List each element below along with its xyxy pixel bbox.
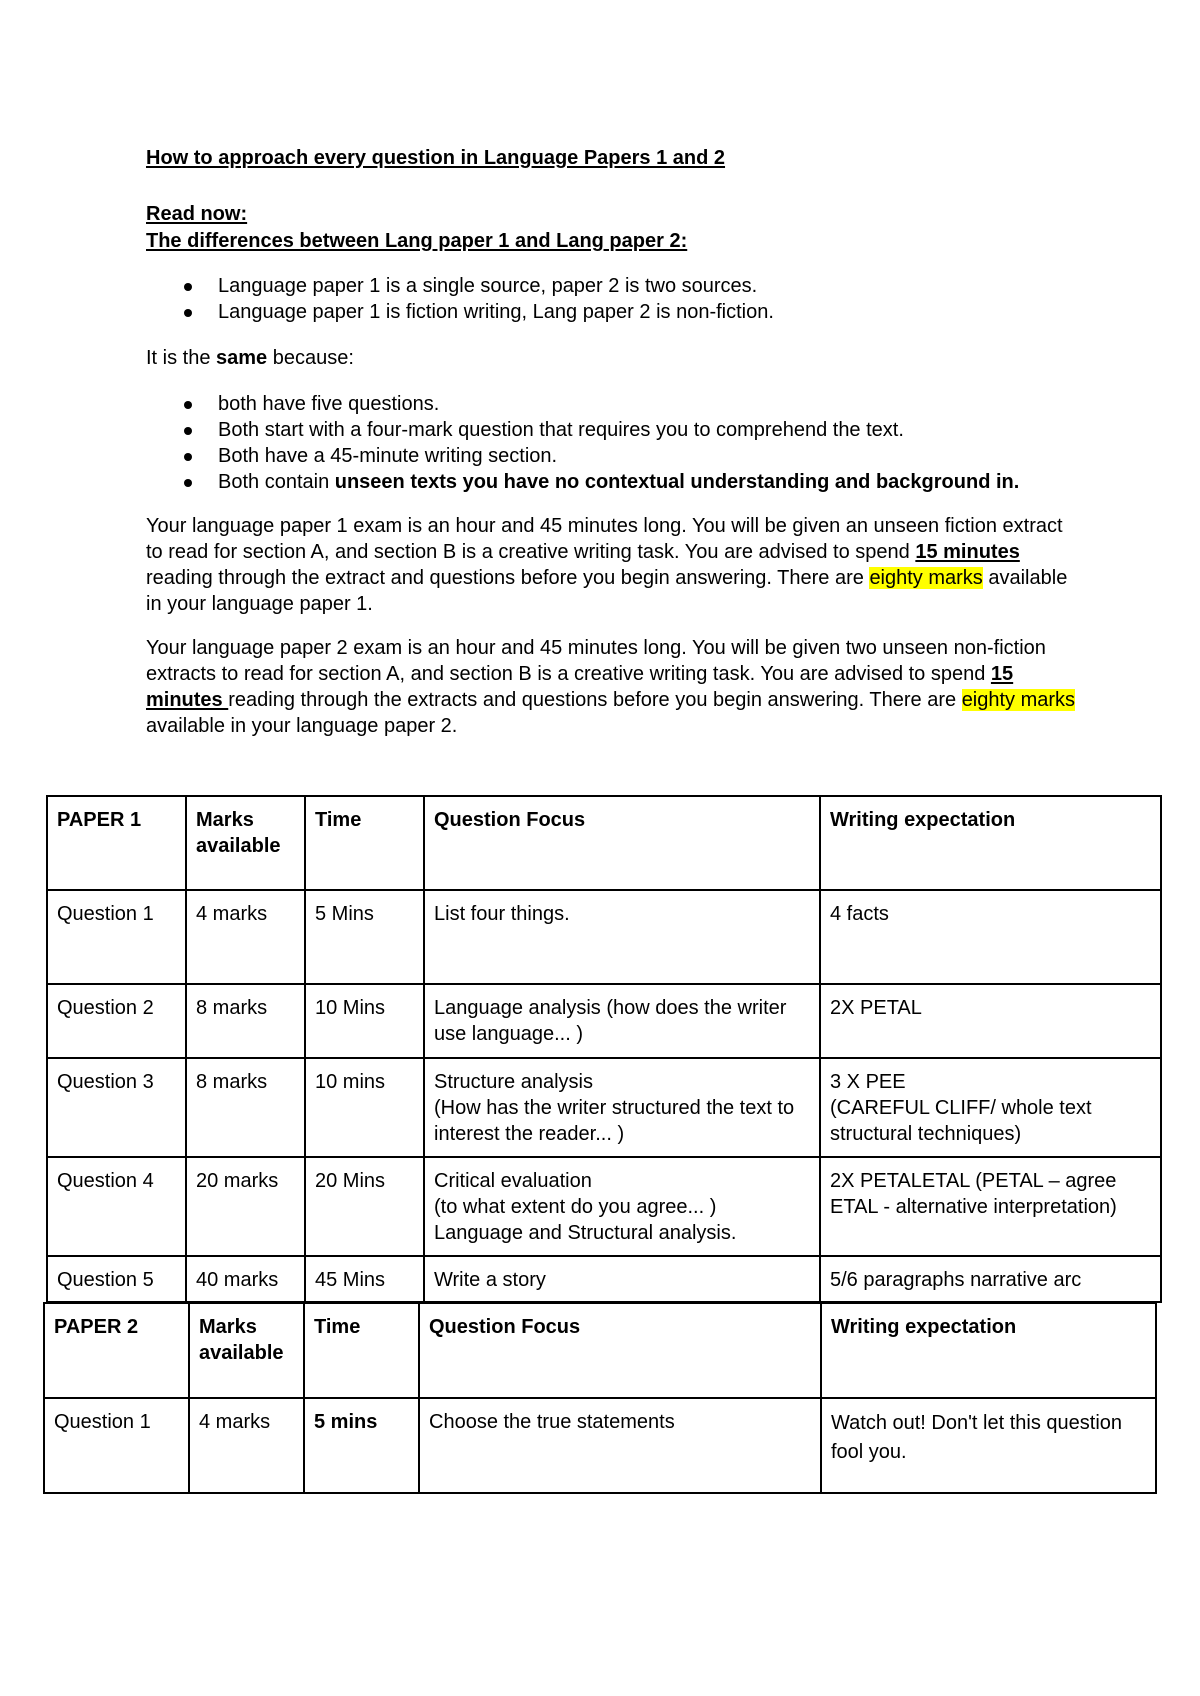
table-cell: List four things. bbox=[424, 890, 820, 984]
table-header-row bbox=[44, 1303, 1156, 1398]
header-cell: Marks available bbox=[189, 1303, 304, 1398]
document-title: How to approach every question in Language Papers 1 and 2 bbox=[146, 147, 726, 169]
list-item: Both start with a four-mark question that requires you to comprehend the text. bbox=[218, 417, 1076, 443]
header-cell: Marks available bbox=[186, 796, 305, 890]
list-item: Language paper 1 is fiction writing, Lang paper 2 is non-fiction. bbox=[218, 299, 1076, 325]
highlight: eighty marks bbox=[961, 689, 1076, 711]
table-cell: 5 mins bbox=[304, 1398, 419, 1493]
header-cell: Time bbox=[304, 1303, 419, 1398]
highlight: eighty marks bbox=[869, 567, 983, 589]
read-now-heading: Read now: bbox=[146, 203, 248, 225]
header-cell: Question Focus bbox=[424, 796, 820, 890]
table-row bbox=[44, 1398, 1156, 1493]
table-cell: Question 1 bbox=[47, 890, 186, 984]
table-row bbox=[47, 890, 1161, 984]
same-intro: It is the same because: bbox=[146, 347, 354, 369]
table-cell: Question 4 bbox=[47, 1157, 186, 1256]
differences-heading: The differences between Lang paper 1 and Lang paper 2: bbox=[146, 230, 688, 252]
table-cell: 10 mins bbox=[305, 1058, 424, 1157]
header-cell: PAPER 2 bbox=[44, 1303, 189, 1398]
list-item: Both have a 45-minute writing section. bbox=[218, 443, 1076, 469]
paper2-table bbox=[43, 1302, 1157, 1494]
table-row bbox=[47, 1157, 1161, 1256]
table-cell: 4 marks bbox=[186, 890, 305, 984]
table-cell: Question 5 bbox=[47, 1256, 186, 1302]
document-body bbox=[146, 146, 1076, 739]
similarities-list bbox=[146, 391, 1076, 495]
table-cell: Write a story bbox=[424, 1256, 820, 1302]
table-cell: Choose the true statements bbox=[419, 1398, 821, 1493]
header-cell: Question Focus bbox=[419, 1303, 821, 1398]
table-row bbox=[47, 1058, 1161, 1157]
table-cell: 4 marks bbox=[189, 1398, 304, 1493]
header-cell: Time bbox=[305, 796, 424, 890]
header-cell: PAPER 1 bbox=[47, 796, 186, 890]
table-cell: Critical evaluation (to what extent do you agree... ) Language and Structural analysis. bbox=[424, 1157, 820, 1256]
table-cell: 5/6 paragraphs narrative arc bbox=[820, 1256, 1161, 1302]
table-row bbox=[47, 1256, 1161, 1302]
table-cell: Question 3 bbox=[47, 1058, 186, 1157]
table-cell: 3 X PEE (CAREFUL CLIFF/ whole text structural techniques) bbox=[820, 1058, 1161, 1157]
list-item: Language paper 1 is a single source, paper 2 is two sources. bbox=[218, 273, 1076, 299]
table-cell: 45 Mins bbox=[305, 1256, 424, 1302]
header-cell: Writing expectation bbox=[821, 1303, 1156, 1398]
table-cell: Question 2 bbox=[47, 984, 186, 1058]
table-cell: Watch out! Don't let this question fool you. bbox=[821, 1398, 1156, 1493]
table-cell: 8 marks bbox=[186, 1058, 305, 1157]
table-cell: Language analysis (how does the writer use language... ) bbox=[424, 984, 820, 1058]
table-cell: Structure analysis (How has the writer structured the text to interest the reader... ) bbox=[424, 1058, 820, 1157]
table-cell: 20 marks bbox=[186, 1157, 305, 1256]
table-cell: 2X PETALETAL (PETAL – agree ETAL - alternative interpretation) bbox=[820, 1157, 1161, 1256]
paper2-description: Your language paper 2 exam is an hour and 45 minutes long. You will be given two unseen non-fiction extracts to read for section A, and section B is a creative writing task. You are advised to spend 15 minutes reading through the extracts and questions before you begin answering. There are eighty marks available in your language paper 2. bbox=[146, 637, 1076, 737]
header-cell: Writing expectation bbox=[820, 796, 1161, 890]
table-cell: 2X PETAL bbox=[820, 984, 1161, 1058]
table-cell: 40 marks bbox=[186, 1256, 305, 1302]
table-cell: 10 Mins bbox=[305, 984, 424, 1058]
table-cell: 4 facts bbox=[820, 890, 1161, 984]
paper1-table bbox=[46, 795, 1162, 1303]
table-cell: 20 Mins bbox=[305, 1157, 424, 1256]
table-cell: Question 1 bbox=[44, 1398, 189, 1493]
table-row bbox=[47, 984, 1161, 1058]
paper1-description: Your language paper 1 exam is an hour and 45 minutes long. You will be given an unseen fiction extract to read for section A, and section B is a creative writing task. You are advised to spend 15 minutes reading through the extract and questions before you begin answering. There are eighty marks available in your language paper 1. bbox=[146, 515, 1068, 615]
table-cell: 8 marks bbox=[186, 984, 305, 1058]
table-cell: 5 Mins bbox=[305, 890, 424, 984]
table-header-row bbox=[47, 796, 1161, 890]
list-item: both have five questions. bbox=[218, 391, 1076, 417]
list-item: Both contain unseen texts you have no contextual understanding and background in. bbox=[218, 469, 1076, 495]
differences-list bbox=[146, 273, 1076, 325]
